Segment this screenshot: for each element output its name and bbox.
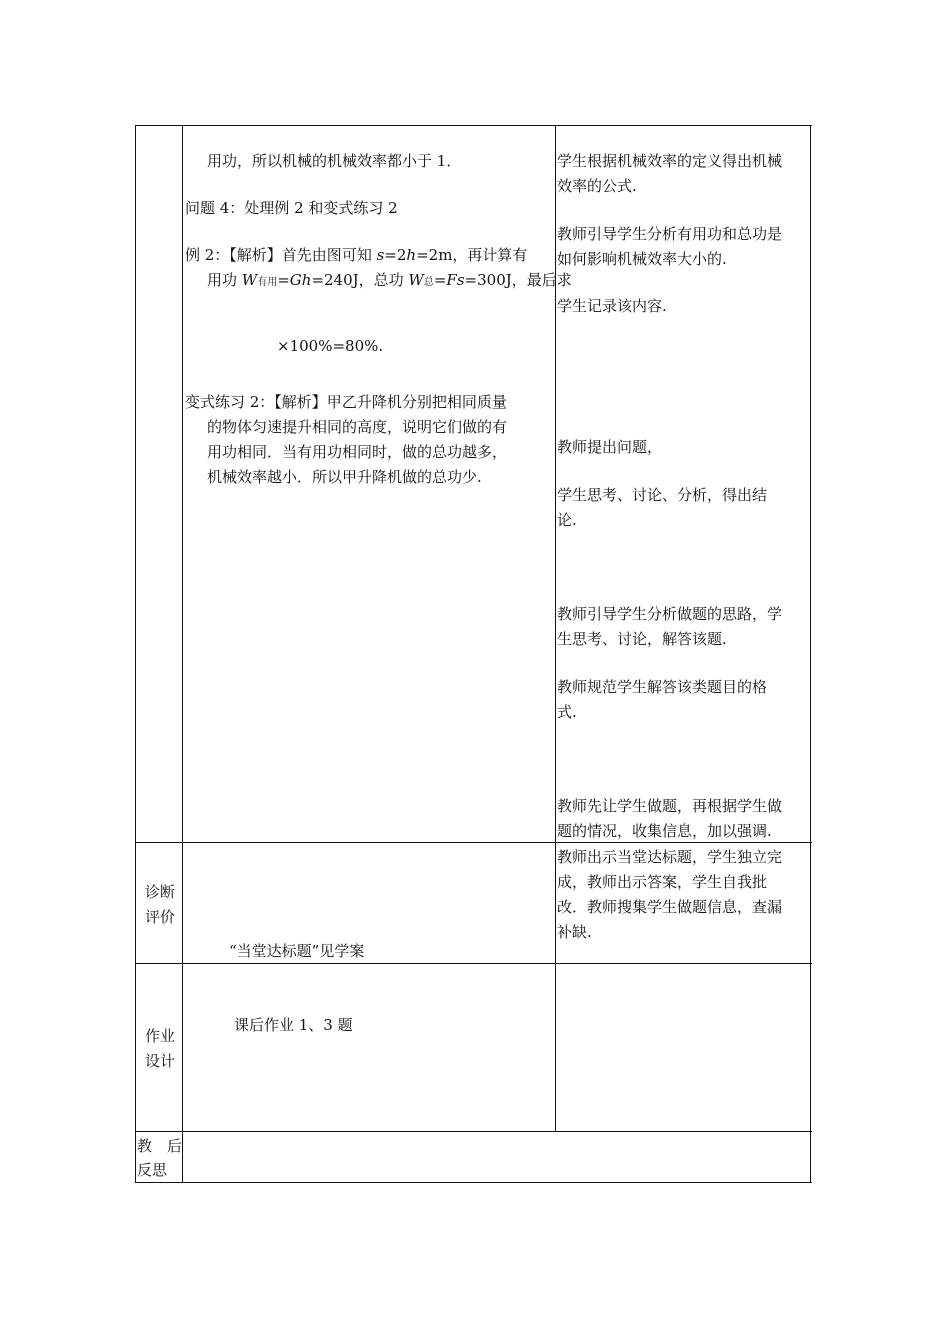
activity-8a: 教师先让学生做题，再根据学生做 xyxy=(557,797,783,815)
activity-8b: 题的情况，收集信息，加以强调. xyxy=(557,822,772,840)
ex2-text: =300J，最后求 xyxy=(464,271,572,289)
table-border-top xyxy=(135,125,812,126)
ex2-text: =2 xyxy=(384,246,407,264)
activity-2b: 如何影响机械效率大小的. xyxy=(557,250,727,268)
subscript-useful: 有用 xyxy=(257,277,278,288)
example-2-line-3: ×100%=80%. xyxy=(277,337,384,355)
var-g: G xyxy=(289,271,302,289)
diagnose-label-line-2: 评价 xyxy=(145,908,176,926)
ex2-text: = xyxy=(433,271,447,289)
diagnose-activity-b: 成，教师出示答案，学生自我批 xyxy=(557,873,768,891)
ex2-text: =240J，总功 xyxy=(311,271,409,289)
var-w: W xyxy=(408,271,424,289)
activity-1a: 学生根据机械效率的定义得出机械 xyxy=(557,152,783,170)
example-2-line-1 xyxy=(185,243,527,268)
subscript-total: 总 xyxy=(423,277,434,288)
activity-6b: 生思考、讨论，解答该题. xyxy=(557,630,727,648)
table-border-right xyxy=(810,125,811,1183)
ex2-text: = xyxy=(277,271,290,289)
example-2-line-2 xyxy=(207,268,572,295)
activity-1b: 效率的公式. xyxy=(557,177,637,195)
var-s: s xyxy=(376,246,385,264)
variant-2-line-3: 用功相同．当有用功相同时，做的总功越多， xyxy=(207,443,508,461)
variant-2-line-1: 变式练习 2：【解析】甲乙升降机分别把相同质量 xyxy=(185,393,507,411)
variant-2-line-2: 的物体匀速提升相同的高度，说明它们做的有 xyxy=(207,418,508,436)
activity-5b: 论. xyxy=(557,511,577,529)
homework-label-line-1: 作业 xyxy=(145,1027,176,1045)
activity-5a: 学生思考、讨论、分析，得出结 xyxy=(557,486,768,504)
reflection-label-line-2: 反思 xyxy=(137,1161,168,1179)
var-f: F xyxy=(446,271,457,289)
diagnose-label-line-1: 诊断 xyxy=(145,883,176,901)
homework-label-line-2: 设计 xyxy=(145,1052,176,1070)
diagnose-activity-c: 改．教师搜集学生做题信息，查漏 xyxy=(557,898,783,916)
variant-2-line-4: 机械效率越小．所以甲升降机做的总功少. xyxy=(207,468,482,486)
activity-4: 教师提出问题， xyxy=(557,438,663,456)
activity-7b: 式. xyxy=(557,703,577,721)
activity-7a: 教师规范学生解答该类题目的格 xyxy=(557,678,768,696)
diagnose-content: “当堂达标题”见学案 xyxy=(229,942,365,960)
var-h: h xyxy=(301,271,312,289)
ex2-text: 例 2：【解析】首先由图可知 xyxy=(185,246,377,264)
activity-6a: 教师引导学生分析做题的思路，学 xyxy=(557,605,783,623)
diagnose-activity-d: 补缺. xyxy=(557,923,592,941)
main-line-1: 用功，所以机械的机械效率都小于 1． xyxy=(207,152,462,170)
row-divider-reflection xyxy=(135,1131,812,1132)
label-column-divider xyxy=(182,125,183,1183)
reflection-label-line-1: 教 后 xyxy=(137,1137,183,1155)
var-w: W xyxy=(241,271,258,289)
homework-content: 课后作业 1、3 题 xyxy=(234,1016,353,1034)
activity-2a: 教师引导学生分析有用功和总功是 xyxy=(557,225,783,243)
activity-3: 学生记录该内容. xyxy=(557,297,667,315)
ex2-text: =2m，再计算有 xyxy=(416,246,528,264)
problem-4-heading: 问题 4：处理例 2 和变式练习 2 xyxy=(185,199,398,217)
var-h: h xyxy=(406,246,417,264)
ex2-text: 用功 xyxy=(207,271,242,289)
var-s: s xyxy=(456,271,465,289)
table-border-left xyxy=(135,125,136,1183)
diagnose-activity-a: 教师出示当堂达标题，学生独立完 xyxy=(557,848,783,866)
table-border-bottom xyxy=(135,1182,812,1183)
